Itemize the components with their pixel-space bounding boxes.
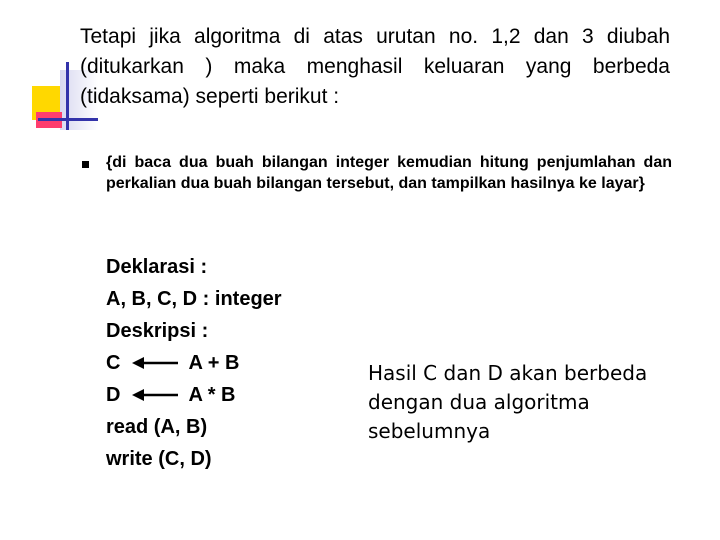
assign-c-target: C <box>106 352 121 374</box>
assign-d-line <box>106 379 282 411</box>
declaration-label: Deklarasi : <box>106 256 208 278</box>
result-note: Hasil C dan D akan berbeda dengan dua algoritma sebelumnya <box>368 361 648 443</box>
read-line: read (A, B) <box>106 416 208 438</box>
declaration-line: A, B, C, D : integer <box>106 288 282 310</box>
left-arrow-icon <box>132 387 180 403</box>
assign-c-expression: A + B <box>188 352 240 374</box>
assign-c-line <box>106 347 282 379</box>
write-line: write (C, D) <box>106 448 212 470</box>
description-label: Deskripsi : <box>106 320 209 342</box>
assign-d-expression: A * B <box>188 384 236 406</box>
algorithm-block <box>106 251 282 475</box>
slide-heading: Tetapi jika algoritma di atas urutan no. 1,2 dan 3 diubah (ditukarkan ) maka menghasil keluaran yang berbeda (tidaksama) seperti berikut : <box>80 25 670 108</box>
assign-d-target: D <box>106 384 121 406</box>
left-arrow-icon <box>132 355 180 371</box>
bullet-marker <box>82 161 89 168</box>
decoration-blue-horizontal-line <box>38 118 98 121</box>
bullet-text: {di baca dua buah bilangan integer kemudian hitung penjumlahan dan perkalian dua buah bilangan tersebut, dan tampilkan hasilnya ke layar} <box>106 154 672 192</box>
